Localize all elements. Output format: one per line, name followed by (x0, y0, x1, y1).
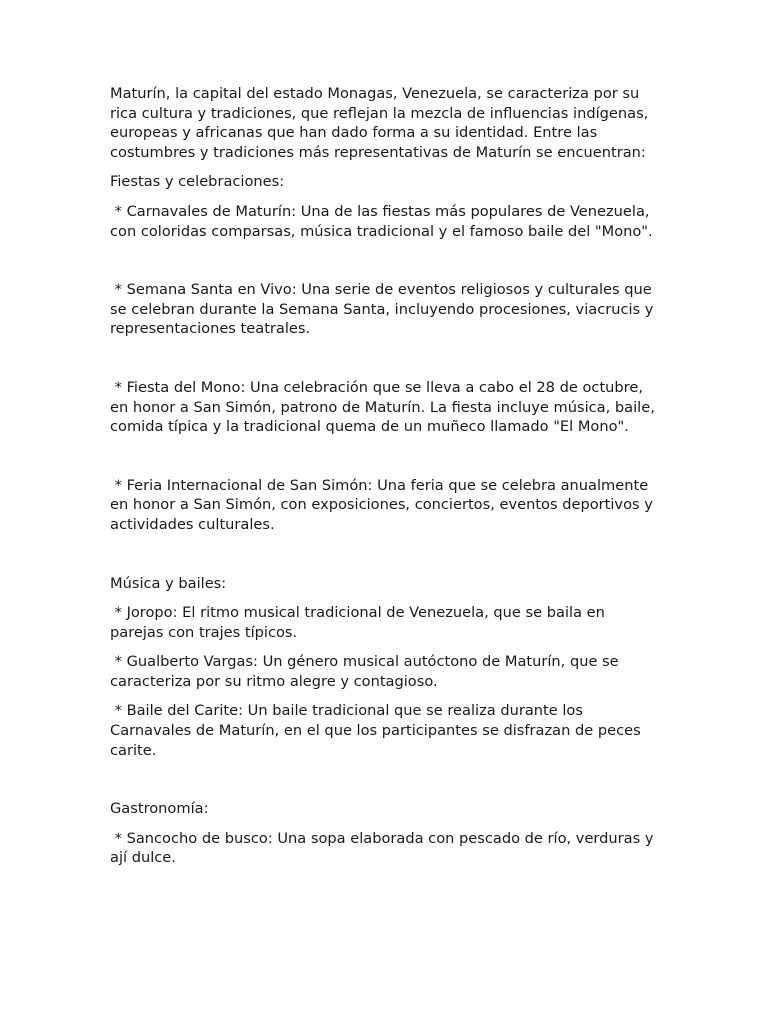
section-heading-musica: Música y bailes: (110, 574, 227, 592)
intro-paragraph: Maturín, la capital del estado Monagas, Venezuela, se caracteriza por su rica cultura y tradiciones, que reflejan la mezcla de influencias indígenas, europeas y africanas que han dado forma a su identidad. Entre las costumbres y tradiciones más representativas de Maturín se encuentran: (110, 85, 653, 161)
list-item-baile-carite: * Baile del Carite: Un baile tradicional que se realiza durante los Carnavales de Maturín, en el que los participantes se disfrazan de peces carite. (110, 702, 646, 759)
document-page (110, 84, 658, 868)
section-heading-gastronomia: Gastronomía: (110, 800, 209, 818)
section-heading-fiestas: Fiestas y celebraciones: (110, 173, 285, 191)
list-item-sancocho: * Sancocho de busco: Una sopa elaborada con pescado de río, verduras y ají dulce. (110, 829, 659, 867)
list-item-gualberto-vargas: * Gualberto Vargas: Un género musical autóctono de Maturín, que se caracteriza por su ritmo alegre y contagioso. (110, 653, 624, 690)
list-item-fiesta-mono: * Fiesta del Mono: Una celebración que se lleva a cabo el 28 de octubre, en honor a San Simón, patrono de Maturín. La fiesta incluye música, baile, comida típica y la tradicional quema de un muñeco llamado "El Mono". (110, 378, 660, 436)
list-item-semana-santa: * Semana Santa en Vivo: Una serie de eventos religiosos y culturales que se celebran durante la Semana Santa, incluyendo procesiones, viacrucis y representaciones teatrales. (110, 281, 659, 338)
list-item-feria-san-simon: * Feria Internacional de San Simón: Una feria que se celebra anualmente en honor a San Simón, con exposiciones, conciertos, eventos deportivos y actividades culturales. (110, 476, 658, 533)
list-item-joropo: * Joropo: El ritmo musical tradicional de Venezuela, que se baila en parejas con trajes típicos. (110, 604, 610, 641)
list-item-carnavales: * Carnavales de Maturín: Una de las fiestas más populares de Venezuela, con coloridas comparsas, música tradicional y el famoso baile del "Mono". (110, 202, 655, 240)
